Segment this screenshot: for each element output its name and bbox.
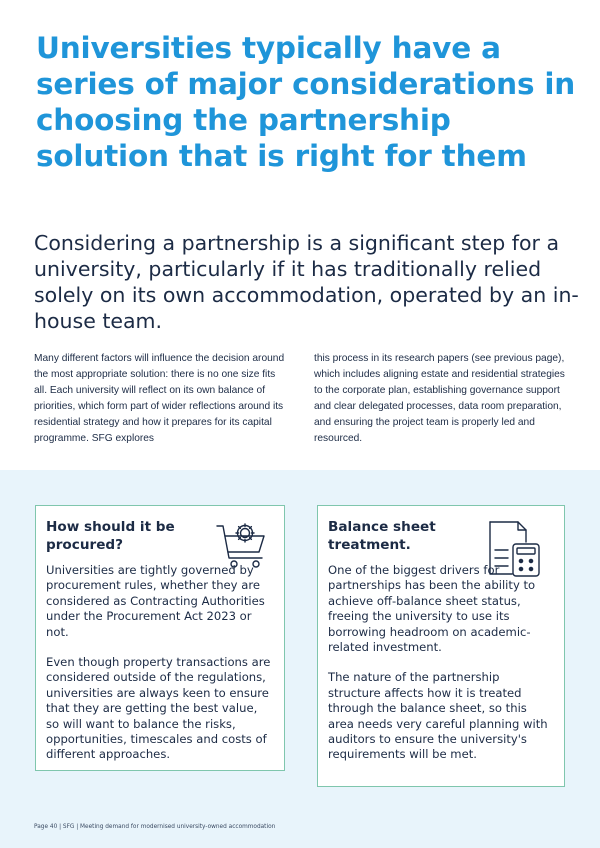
balance-sheet-card-paragraph-2: The nature of the partnership structure affects how it is treated through the balance sheet, so this area needs very careful planning with auditors to ensure the university's requirements will be met. <box>328 670 548 762</box>
lead-paragraph: Considering a partnership is a significant step for a university, particularly if it has traditionally relied solely on its own accommodation, operated by an in-house team. <box>34 231 579 333</box>
balance-sheet-card-title: Balance sheet treatment. <box>328 519 436 553</box>
body-column-left: Many different factors will influence the decision around the most appropriate solution: there is no one size fits all. Each university will reflect on its own balance of priorities, which form part of wider reflections around its residential strategy and how it prepares for its capital programme. SFG explores <box>34 353 285 445</box>
page-heading: Universities typically have a series of major considerations in choosing the partnership solution that is right for them <box>36 31 576 173</box>
balance-sheet-card <box>317 505 565 787</box>
page-footer: Page 40 | SFG | Meeting demand for modernised university-owned accommodation <box>34 824 276 830</box>
procurement-card <box>35 505 285 771</box>
procurement-card-paragraph-2: Even though property transactions are considered outside of the regulations, universities are always keen to ensure that they are getting the best value, so will want to balance the risks, opportunities, timescales and costs of different approaches. <box>46 655 271 762</box>
document-calculator-icon <box>486 518 546 582</box>
procurement-card-paragraph-1: Universities are tightly governed by procurement rules, whether they are considered as Contracting Authorities under the Procurement Act 2023 or not. <box>46 563 265 639</box>
balance-sheet-card-paragraph-1: One of the biggest drivers for partnerships has been the ability to achieve off-balance sheet status, freeing the university to use its borrowing headroom on academic-related investment. <box>328 563 536 655</box>
body-column-right: this process in its research papers (see previous page), which includes aligning estate and residential strategies to the corporate plan, establishing governance support and clear delegated processes, data room preparation, and ensuring the project team is properly led and resourced. <box>314 353 565 445</box>
procurement-card-title: How should it be procured? <box>46 519 175 553</box>
cart-gear-icon <box>214 516 270 576</box>
